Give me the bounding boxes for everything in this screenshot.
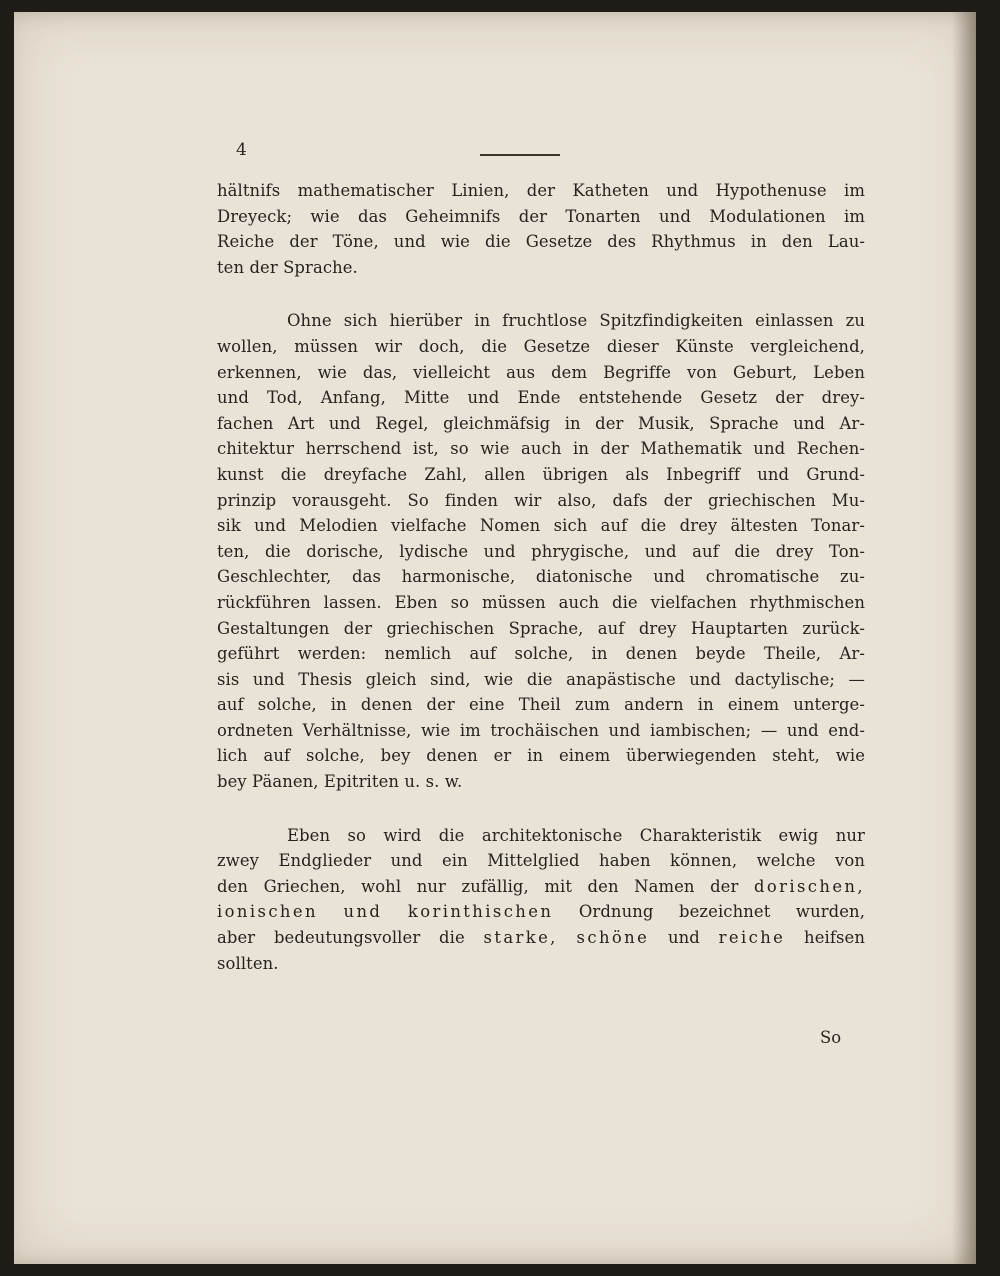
spaced-word-dorischen: dorischen,: [753, 876, 865, 896]
spaced-word-reiche: reiche: [718, 928, 786, 948]
paragraph-2: [217, 308, 865, 794]
text-line: hältnifs mathematischer Linien, der Katheten und Hypothenuse im: [217, 181, 865, 200]
text-line: Gestaltungen der griechischen Sprache, auf drey Hauptarten zurück-: [217, 618, 865, 638]
text-line: aber bedeutungsvoller die starke, schöne und reiche heifsen: [217, 928, 865, 948]
catchword: So: [820, 1028, 842, 1047]
text-line: sollten.: [217, 953, 279, 973]
book-page: [14, 12, 976, 1264]
paragraph-gap: [217, 795, 865, 823]
text-line: Dreyeck; wie das Geheimnifs der Tonarten und Modulationen im: [217, 206, 865, 226]
paragraph-3: [217, 823, 865, 977]
text-line: kunst die dreyfache Zahl, allen übrigen als Inbegriff und Grund-: [217, 464, 865, 484]
text-line: Reiche der Töne, und wie die Gesetze des Rhythmus in den Lau-: [217, 232, 865, 252]
text-line: lich auf solche, bey denen er in einem überwiegenden steht, wie: [217, 746, 865, 766]
paragraph-1: [217, 178, 865, 280]
body-text: [217, 178, 865, 976]
text-line: geführt werden: nemlich auf solche, in denen beyde Theile, Ar-: [217, 644, 865, 664]
text-line: und Tod, Anfang, Mitte und Ende entstehende Gesetz der drey-: [217, 388, 865, 408]
spaced-word-ionischen: ionischen: [217, 902, 318, 922]
text-line: auf solche, in denen der eine Theil zum andern in einem unterge-: [217, 695, 865, 715]
spaced-word-schoene: schöne: [576, 928, 650, 948]
spaced-word-starke: starke,: [483, 928, 558, 948]
text-line: wollen, müssen wir doch, die Gesetze dieser Künste vergleichend,: [217, 336, 865, 356]
text-line: ten der Sprache.: [217, 257, 358, 277]
text-fragment: den Griechen, wohl nur zufällig, mit den Namen der: [217, 876, 739, 896]
text-line: [217, 899, 865, 925]
text-fragment: heifsen: [804, 928, 865, 948]
page-number: 4: [236, 140, 247, 160]
text-fragment: Ordnung bezeichnet wurden,: [578, 902, 866, 922]
text-line: fachen Art und Regel, gleichmäfsig in der Musik, Sprache und Ar-: [217, 413, 865, 433]
text-line: ordneten Verhältnisse, wie im trochäischen und iambischen; — und end-: [217, 720, 865, 740]
text-line: prinzip vorausgeht. So finden wir also, dafs der griechischen Mu-: [217, 490, 865, 510]
paragraph-gap: [217, 280, 865, 308]
text-line: bey Päanen, Epitriten u. s. w.: [217, 772, 463, 792]
text-line: Ohne sich hierüber in fruchtlose Spitzfindigkeiten einlassen zu: [287, 311, 865, 331]
text-line: ten, die dorische, lydische und phrygische, und auf die drey Ton-: [217, 541, 865, 561]
text-line: zwey Endglieder und ein Mittelglied haben können, welche von: [217, 851, 865, 871]
spaced-word-korinthischen: korinthischen: [407, 902, 554, 922]
header-rule: [480, 154, 560, 156]
text-line: Eben so wird die architektonische Charakteristik ewig nur: [287, 825, 865, 845]
text-line: rückführen lassen. Eben so müssen auch die vielfachen rhythmischen: [217, 592, 865, 612]
text-line: chitektur herrschend ist, so wie auch in der Mathematik und Rechen-: [217, 439, 865, 459]
text-line: erkennen, wie das, vielleicht aus dem Begriffe von Geburt, Leben: [217, 362, 865, 382]
spine-shadow: [952, 12, 976, 1264]
text-line: sis und Thesis gleich sind, wie die anapästische und dactylische; —: [217, 669, 865, 689]
page-header: [236, 140, 636, 164]
text-line: Geschlechter, das harmonische, diatonische und chromatische zu-: [217, 567, 865, 587]
text-line: [217, 874, 865, 900]
spaced-word-und: und: [343, 902, 383, 922]
text-line: sik und Melodien vielfache Nomen sich auf die drey ältesten Tonar-: [217, 516, 865, 536]
text-fragment: aber bedeutungsvoller die: [217, 928, 465, 948]
